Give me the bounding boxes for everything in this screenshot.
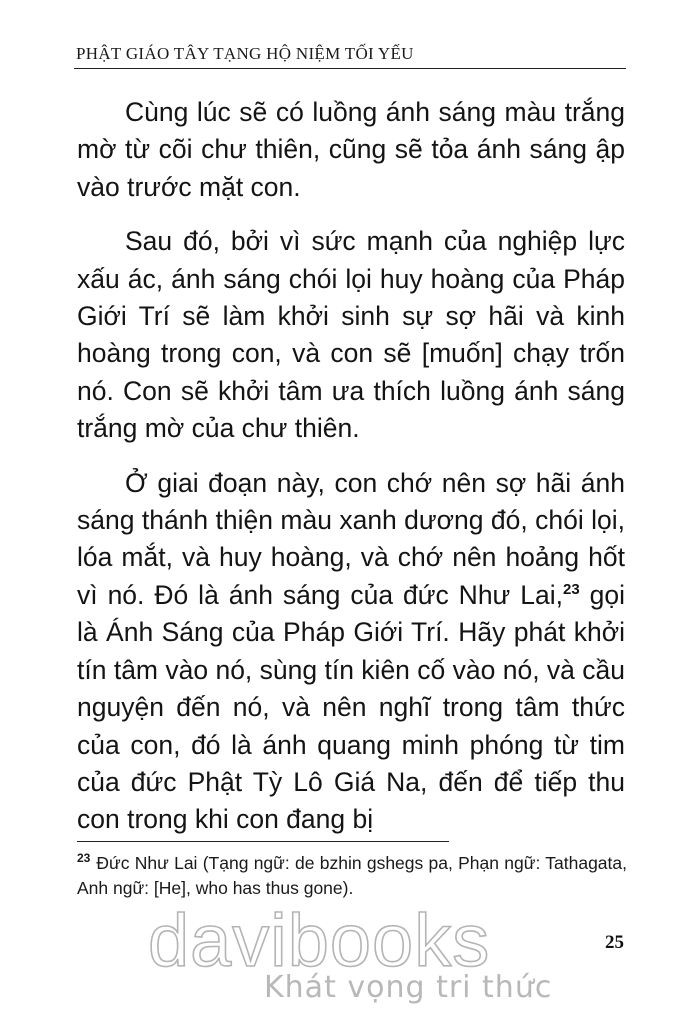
footnote	[77, 851, 627, 901]
paragraph-2: Sau đó, bởi vì sức mạnh của nghiệp lực xấu ác, ánh sáng chói lọi huy hoàng của Pháp Giới Trí sẽ làm khởi sinh sự sợ hãi và kinh hoàng trong con, và con sẽ [muốn] chạy trốn nó. Con sẽ khởi tâm ưa thích luồng ánh sáng trắng mờ của chư thiên.	[77, 226, 625, 444]
watermark-tagline: Khát vọng tri thức	[264, 970, 553, 1005]
page-number: 25	[605, 932, 624, 953]
footnote-rule	[77, 841, 449, 842]
body-text	[77, 94, 625, 856]
paragraph-1: Cùng lúc sẽ có luồng ánh sáng màu trắng mờ từ cõi chư thiên, cũng sẽ tỏa ánh sáng ập vào trước mặt con.	[77, 97, 625, 202]
running-header: PHẬT GIÁO TÂY TẠNG HỘ NIỆM TỐI YẾU	[76, 44, 414, 63]
header-rule	[74, 68, 626, 69]
paragraph-3-part-1: Ở giai đoạn này, con chớ nên sợ hãi ánh sáng thánh thiện màu xanh dương đó, chói lọi, lóa mắt, và huy hoàng, và chớ nên hoảng hốt vì nó. Đó là ánh sáng của đức Như Lai,	[77, 467, 625, 610]
footnote-number: 23	[77, 851, 91, 866]
watermark-logo: davibooks	[148, 899, 491, 982]
footnote-reference: 23	[562, 581, 580, 599]
paragraph-3-part-2: gọi là Ánh Sáng của Pháp Giới Trí. Hãy phát khởi tín tâm vào nó, sùng tín kiên cố vào nó, và cầu nguyện đến nó, và nên nghĩ trong tâm thức của con, đó là ánh quang minh phóng từ tim của đức Phật Tỳ Lô Giá Na, đến để tiếp thu con trong khi con đang bị	[77, 579, 625, 835]
footnote-text: Đức Như Lai (Tạng ngữ: de bzhin gshegs pa, Phạn ngữ: Tathagata, Anh ngữ: [He], who has thus gone).	[77, 853, 627, 898]
paragraph-3	[77, 465, 625, 839]
